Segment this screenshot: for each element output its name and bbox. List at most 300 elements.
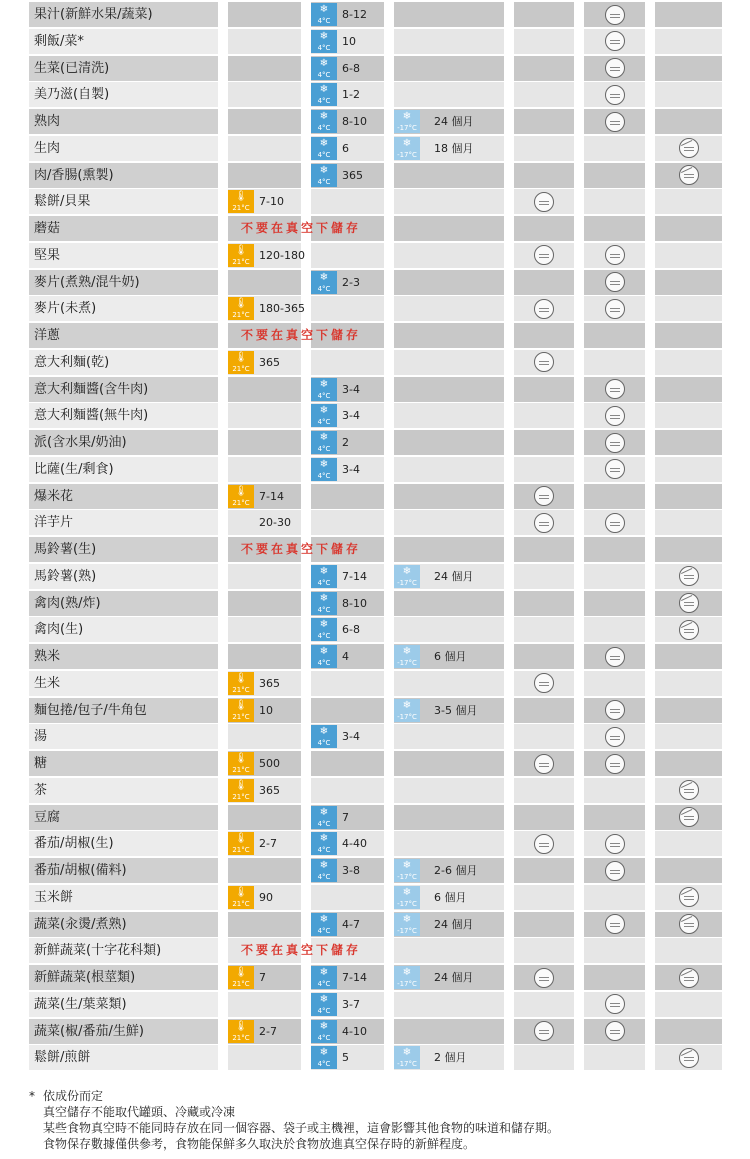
vacuum-bag-icon (679, 620, 699, 640)
freezer-cell (394, 698, 504, 723)
freezer-temp-badge (394, 886, 420, 909)
room-temp-cell (228, 912, 301, 937)
v3-cell (655, 216, 722, 241)
table-row (29, 377, 722, 402)
fridge-temp-label: 4°C (317, 150, 331, 159)
v3-cell (655, 430, 722, 455)
v1-cell (514, 82, 574, 107)
v1-cell (514, 243, 574, 268)
fridge-cell (311, 564, 384, 589)
fridge-temp-label: 4°C (317, 1033, 331, 1042)
v1-cell (514, 698, 574, 723)
food-name: 麥片(煮熟/混牛奶) (29, 270, 218, 295)
thermometer-icon: 🌡 (234, 1020, 248, 1032)
fridge-temp-label: 4°C (317, 926, 331, 935)
table-row (29, 323, 722, 348)
room-temp-badge (228, 485, 254, 508)
v1-cell (514, 617, 574, 642)
vacuum-lid-icon (534, 673, 554, 693)
snowflake-icon: ❄ (402, 967, 412, 978)
food-name: 爆米花 (29, 484, 218, 509)
freezer-temp-label: -17°C (397, 150, 417, 159)
v2-cell (584, 29, 645, 54)
fridge-cell (311, 912, 384, 937)
freezer-cell (394, 591, 504, 616)
food-name: 堅果 (29, 243, 218, 268)
freezer-temp-label: -17°C (397, 659, 417, 667)
freezer-cell (394, 189, 504, 214)
v2-cell (584, 82, 645, 107)
fridge-temp-badge (311, 458, 337, 481)
room-temp-cell (228, 403, 301, 428)
fridge-cell (311, 56, 384, 81)
vacuum-lid-icon (534, 245, 554, 265)
v3-cell (655, 82, 722, 107)
vacuum-container-icon (605, 58, 625, 78)
freezer-months: 24 個月 (434, 971, 474, 984)
freezer-months: 6 個月 (434, 890, 467, 904)
v2-cell (584, 2, 645, 27)
snowflake-icon: ❄ (319, 57, 329, 69)
table-row (29, 617, 722, 642)
fridge-cell (311, 992, 384, 1017)
fridge-days: 6-8 (342, 623, 360, 637)
food-name: 鬆餅/貝果 (29, 189, 218, 214)
room-days: 7-14 (259, 489, 284, 503)
v3-cell (655, 323, 722, 348)
snowflake-icon: ❄ (319, 4, 329, 15)
v2-cell (584, 912, 645, 937)
freezer-cell (394, 644, 504, 669)
table-row (29, 805, 722, 830)
vacuum-container-icon (605, 647, 625, 667)
vacuum-container-icon (605, 31, 625, 51)
v2-cell (584, 296, 645, 321)
fridge-temp-badge (311, 913, 337, 936)
freezer-temp-label: -17°C (397, 873, 417, 881)
room-temp-badge (228, 297, 254, 320)
table-row (29, 564, 722, 589)
room-temp-label: 21°C (232, 846, 250, 855)
freezer-cell (394, 831, 504, 856)
freezer-months: 6 個月 (434, 650, 467, 663)
fridge-temp-label: 4°C (317, 471, 331, 480)
no-vacuum-warning: 不要在真空下儲存 (241, 328, 362, 342)
v1-cell (514, 109, 574, 134)
v3-cell (655, 778, 722, 803)
freezer-temp-badge (394, 110, 420, 133)
fridge-days: 4-10 (342, 1024, 367, 1038)
room-temp-cell (228, 270, 301, 295)
vacuum-bag-icon (679, 807, 699, 827)
table-row (29, 216, 722, 241)
room-days: 180-365 (259, 302, 305, 316)
v1-cell (514, 965, 574, 990)
table-row (29, 163, 722, 188)
v3-cell (655, 724, 722, 749)
fridge-temp-badge (311, 966, 337, 989)
v3-cell (655, 564, 722, 589)
snowflake-icon: ❄ (319, 565, 329, 577)
fridge-cell (311, 805, 384, 830)
fridge-temp-badge (311, 378, 337, 401)
room-days: 365 (259, 355, 280, 369)
food-name: 馬鈴薯(生) (29, 537, 218, 562)
room-temp-cell (228, 136, 301, 161)
freezer-temp-badge (394, 1046, 420, 1069)
freezer-cell (394, 377, 504, 402)
vacuum-container-icon (605, 433, 625, 453)
fridge-days: 8-12 (342, 8, 367, 21)
v1-cell (514, 457, 574, 482)
fridge-temp-label: 4°C (317, 124, 331, 132)
v2-cell (584, 965, 645, 990)
room-temp-cell (228, 858, 301, 883)
room-temp-label: 21°C (232, 899, 250, 908)
v2-cell (584, 510, 645, 535)
freezer-temp-badge (394, 699, 420, 722)
vacuum-bag-icon (679, 165, 699, 185)
v2-cell (584, 430, 645, 455)
v1-cell (514, 858, 574, 883)
table-row (29, 296, 722, 321)
thermometer-icon: 🌡 (234, 886, 248, 898)
v1-cell (514, 510, 574, 535)
v3-cell (655, 1019, 722, 1044)
no-vacuum-warning: 不要在真空下儲存 (241, 943, 362, 958)
fridge-temp-badge (311, 110, 337, 133)
v1-cell (514, 56, 574, 81)
v3-cell (655, 831, 722, 856)
snowflake-icon: ❄ (402, 913, 412, 925)
table-row (29, 671, 722, 696)
fridge-cell (311, 82, 384, 107)
thermometer-icon: 🌡 (234, 779, 248, 791)
room-temp-cell (228, 724, 301, 749)
thermometer-icon: 🌡 (234, 833, 248, 845)
v2-cell (584, 189, 645, 214)
fridge-temp-badge (311, 164, 337, 187)
room-temp-cell (228, 296, 305, 321)
v3-cell (655, 751, 722, 776)
fridge-cell (311, 29, 384, 54)
fridge-days: 7-14 (342, 569, 367, 583)
vacuum-lid-icon (534, 968, 554, 988)
fridge-cell (311, 296, 384, 321)
fridge-days: 3-4 (342, 462, 360, 476)
room-temp-label: 21°C (232, 980, 250, 988)
freezer-cell (394, 109, 504, 134)
food-name: 馬鈴薯(熟) (29, 564, 218, 589)
fridge-temp-label: 4°C (317, 659, 331, 667)
v1-cell (514, 938, 574, 963)
table-row (29, 403, 722, 428)
vacuum-container-icon (605, 112, 625, 132)
room-temp-badge (228, 966, 254, 989)
room-days: 120-180 (259, 248, 305, 262)
table-row (29, 109, 722, 134)
fridge-temp-label: 4°C (317, 418, 331, 427)
vacuum-container-icon (605, 727, 625, 747)
snowflake-icon: ❄ (319, 164, 329, 176)
fridge-cell (311, 617, 384, 642)
room-temp-label: 21°C (232, 766, 250, 774)
food-name: 洋蔥 (29, 323, 218, 348)
fridge-temp-label: 4°C (317, 43, 331, 52)
v1-cell (514, 189, 574, 214)
fridge-temp-badge (311, 832, 337, 855)
snowflake-icon: ❄ (319, 726, 329, 738)
room-temp-cell (228, 805, 301, 830)
fridge-cell (311, 484, 384, 509)
room-days: 2-7 (259, 1024, 277, 1038)
fridge-days: 8-10 (342, 596, 367, 610)
no-vacuum-warning: 不要在真空下儲存 (241, 221, 362, 235)
v3-cell (655, 992, 722, 1017)
freezer-cell (394, 163, 504, 188)
fridge-days: 2-3 (342, 275, 360, 289)
table-row (29, 56, 722, 81)
v2-cell (584, 243, 645, 268)
fridge-cell (311, 831, 384, 856)
freezer-cell (394, 56, 504, 81)
v1-cell (514, 805, 574, 830)
freezer-cell (394, 938, 504, 963)
room-temp-cell (228, 751, 301, 776)
freezer-cell (394, 992, 504, 1017)
fridge-cell (311, 885, 384, 910)
v1-cell (514, 350, 574, 375)
fridge-days: 4-7 (342, 917, 360, 931)
fridge-days: 3-4 (342, 730, 360, 744)
fridge-temp-label: 4°C (317, 70, 331, 79)
food-name: 禽肉(熟/炸) (29, 591, 218, 616)
fridge-temp-badge (311, 859, 337, 882)
thermometer-icon: 🌡 (234, 244, 248, 256)
food-name: 肉/香腸(熏製) (29, 163, 218, 188)
fridge-temp-label: 4°C (317, 819, 331, 828)
vacuum-bag-icon (679, 968, 699, 988)
v3-cell (655, 805, 722, 830)
fridge-temp-badge (311, 404, 337, 427)
fridge-days: 3-4 (342, 382, 360, 396)
fridge-temp-label: 4°C (317, 980, 331, 988)
fridge-cell (311, 510, 384, 535)
v3-cell (655, 885, 722, 910)
v3-cell (655, 29, 722, 54)
table-row (29, 992, 722, 1017)
fridge-cell (311, 163, 384, 188)
freezer-cell (394, 243, 504, 268)
v1-cell (514, 270, 574, 295)
fridge-temp-badge (311, 645, 337, 668)
v3-cell (655, 403, 722, 428)
vacuum-bag-icon (679, 887, 699, 907)
table-row (29, 965, 722, 990)
v2-cell (584, 216, 645, 241)
v3-cell (655, 136, 722, 161)
food-name: 剩飯/菜* (29, 29, 218, 54)
room-temp-cell (228, 778, 301, 803)
freezer-cell (394, 885, 504, 910)
fridge-days: 1-2 (342, 88, 360, 102)
room-temp-label: 21°C (232, 1033, 250, 1042)
v3-cell (655, 350, 722, 375)
room-temp-cell (228, 591, 301, 616)
v1-cell (514, 163, 574, 188)
vacuum-container-icon (605, 5, 625, 25)
snowflake-icon: ❄ (319, 1020, 329, 1032)
vacuum-container-icon (605, 754, 625, 774)
food-name: 番茄/胡椒(生) (29, 831, 218, 856)
freezer-cell (394, 1019, 504, 1044)
fridge-temp-badge (311, 431, 337, 454)
v1-cell (514, 885, 574, 910)
v1-cell (514, 2, 574, 27)
table-row (29, 430, 722, 455)
fridge-cell (311, 671, 384, 696)
v2-cell (584, 724, 645, 749)
fridge-days: 4-40 (342, 837, 367, 851)
vacuum-container-icon (605, 1021, 625, 1041)
food-name: 玉米餅 (29, 885, 218, 910)
v1-cell (514, 1019, 574, 1044)
v3-cell (655, 296, 722, 321)
v3-cell (655, 2, 722, 27)
room-temp-cell (228, 56, 301, 81)
fridge-days: 7 (342, 810, 349, 824)
table-row (29, 858, 722, 883)
table-row (29, 2, 722, 27)
room-temp-cell (228, 1019, 301, 1044)
table-row (29, 831, 722, 856)
footnote-line-2: 真空儲存不能取代罐頭、冷藏或冷凍 (43, 1105, 236, 1119)
fridge-days: 6-8 (342, 61, 360, 75)
room-temp-badge (228, 1020, 254, 1043)
freezer-temp-label: -17°C (397, 124, 417, 132)
fridge-cell (311, 965, 384, 990)
fridge-temp-label: 4°C (317, 739, 331, 748)
fridge-temp-badge (311, 57, 337, 80)
vacuum-container-icon (605, 994, 625, 1014)
v3-cell (655, 671, 722, 696)
table-row (29, 724, 722, 749)
fridge-temp-label: 4°C (317, 445, 331, 453)
fridge-cell (311, 350, 384, 375)
freezer-months: 24 個月 (434, 569, 474, 583)
v3-cell (655, 510, 722, 535)
v1-cell (514, 403, 574, 428)
freezer-cell (394, 430, 504, 455)
fridge-temp-label: 4°C (317, 177, 331, 186)
food-name: 意大利麵醬(含牛肉) (29, 377, 218, 402)
v3-cell (655, 243, 722, 268)
fridge-temp-badge (311, 3, 337, 26)
room-temp-cell (228, 965, 301, 990)
food-name: 洋芋片 (29, 510, 218, 535)
fridge-temp-badge (311, 1046, 337, 1069)
food-name: 麵包捲/包子/牛角包 (29, 698, 218, 723)
fridge-temp-badge (311, 618, 337, 641)
room-temp-cell (228, 430, 301, 455)
vacuum-container-icon (605, 700, 625, 720)
food-name: 蔬菜(汆燙/煮熟) (29, 912, 218, 937)
footnote-line-1: 依成份而定 (43, 1089, 104, 1103)
table-row (29, 885, 722, 910)
fridge-temp-label: 4°C (317, 578, 331, 587)
room-temp-cell (228, 564, 301, 589)
snowflake-icon: ❄ (319, 137, 329, 149)
food-name: 熟肉 (29, 109, 218, 134)
room-temp-badge (228, 832, 254, 855)
fridge-cell (311, 2, 384, 27)
snowflake-icon: ❄ (402, 137, 412, 149)
v2-cell (584, 698, 645, 723)
v2-cell (584, 537, 645, 562)
room-days: 2-7 (259, 837, 277, 851)
food-name: 湯 (29, 724, 218, 749)
v2-cell (584, 644, 645, 669)
room-days: 365 (259, 676, 280, 690)
v2-cell (584, 484, 645, 509)
footnotes (29, 1088, 729, 1152)
room-temp-label: 21°C (232, 498, 250, 507)
vacuum-container-icon (605, 861, 625, 881)
fridge-cell (311, 1019, 384, 1044)
food-name: 新鮮蔬菜(根莖類) (29, 965, 218, 990)
table-row (29, 136, 722, 161)
freezer-temp-badge (394, 966, 420, 989)
food-name: 生菜(已清洗) (29, 56, 218, 81)
snowflake-icon: ❄ (319, 1047, 329, 1059)
fridge-temp-label: 4°C (317, 632, 331, 641)
freezer-temp-badge (394, 645, 420, 668)
food-name: 果汁(新鮮水果/蔬菜) (29, 2, 218, 27)
fridge-temp-label: 4°C (317, 846, 331, 855)
room-temp-cell (228, 617, 301, 642)
snowflake-icon: ❄ (319, 432, 329, 443)
fridge-cell (311, 189, 384, 214)
vacuum-lid-icon (534, 299, 554, 319)
v1-cell (514, 1045, 574, 1070)
fridge-temp-badge (311, 565, 337, 588)
room-temp-cell (228, 350, 301, 375)
v1-cell (514, 216, 574, 241)
freezer-cell (394, 751, 504, 776)
table-row (29, 457, 722, 482)
room-temp-label: 21°C (232, 792, 250, 801)
freezer-cell (394, 564, 504, 589)
table-row (29, 938, 722, 963)
v1-cell (514, 136, 574, 161)
v1-cell (514, 591, 574, 616)
v2-cell (584, 778, 645, 803)
table-row (29, 484, 722, 509)
room-temp-badge (228, 351, 254, 374)
snowflake-icon: ❄ (319, 993, 329, 1005)
v1-cell (514, 430, 574, 455)
fridge-cell (311, 377, 384, 402)
v1-cell (514, 564, 574, 589)
vacuum-lid-icon (534, 352, 554, 372)
vacuum-container-icon (605, 245, 625, 265)
v3-cell (655, 270, 722, 295)
fridge-cell (311, 109, 384, 134)
v1-cell (514, 377, 574, 402)
v1-cell (514, 537, 574, 562)
food-name: 派(含水果/奶油) (29, 430, 218, 455)
v1-cell (514, 671, 574, 696)
